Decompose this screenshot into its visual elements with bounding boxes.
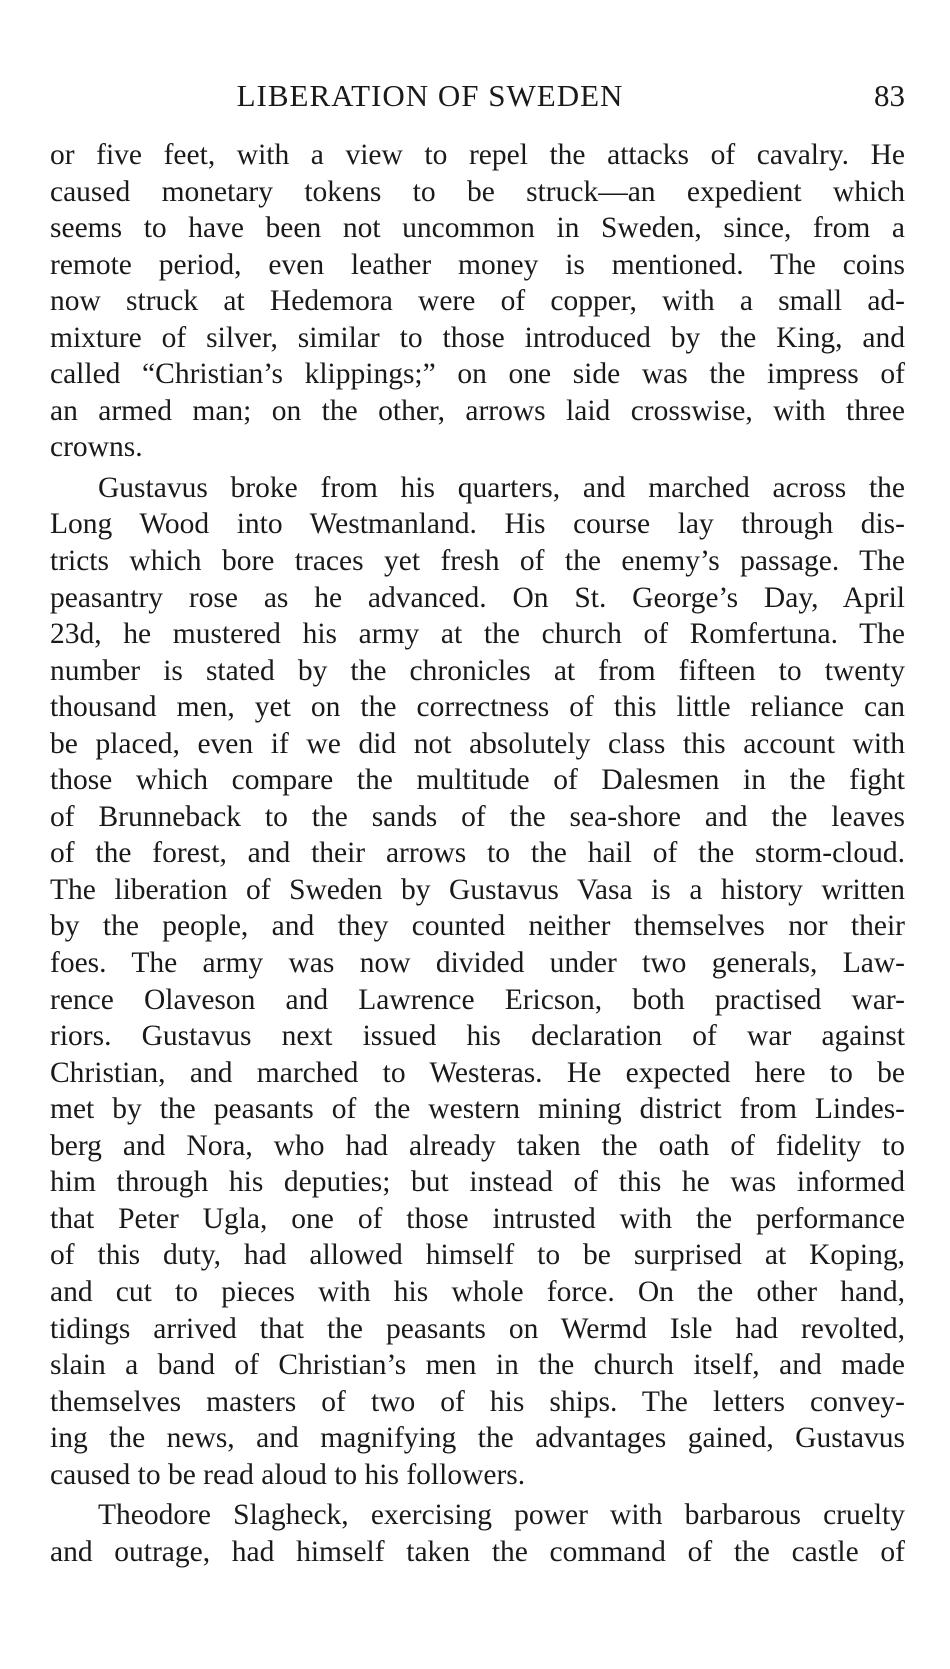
paragraph <box>50 470 905 1493</box>
text-line: 23d, he mustered his army at the church of Romfertuna. The <box>50 618 905 651</box>
text-line: now struck at Hedemora were of copper, with a small ad- <box>50 285 905 318</box>
body-text <box>50 137 905 1570</box>
paragraph <box>50 137 905 466</box>
text-line: berg and Nora, who had already taken the oath of fidelity to <box>50 1129 905 1162</box>
text-line: riors. Gustavus next issued his declaration of war against <box>50 1020 905 1053</box>
text-line: and outrage, had himself taken the command of the castle of <box>50 1535 905 1568</box>
paragraph <box>50 1497 905 1570</box>
text-line: caused monetary tokens to be struck—an expedient which <box>50 175 905 208</box>
text-line: tidings arrived that the peasants on Wermd Isle had revolted, <box>50 1312 905 1345</box>
text-line: of Brunneback to the sands of the sea-shore and the leaves <box>50 800 905 833</box>
text-line: foes. The army was now divided under two generals, Law- <box>50 947 905 980</box>
text-line: of the forest, and their arrows to the hail of the storm-cloud. <box>50 837 905 870</box>
text-line: by the people, and they counted neither themselves nor their <box>50 910 905 943</box>
text-line: crowns. <box>50 431 143 464</box>
text-line: themselves masters of two of his ships. The letters convey- <box>50 1385 905 1418</box>
text-line: those which compare the multitude of Dalesmen in the fight <box>50 764 905 797</box>
text-line: remote period, even leather money is mentioned. The coins <box>50 248 905 281</box>
running-title: LIBERATION OF SWEDEN <box>236 78 624 113</box>
text-line: that Peter Ugla, one of those intrusted with the performance <box>50 1202 905 1235</box>
text-line: mixture of silver, similar to those introduced by the King, and <box>50 321 905 354</box>
page-number: 83 <box>874 78 905 113</box>
text-line: seems to have been not uncommon in Sweden, since, from a <box>50 212 905 245</box>
text-line: tricts which bore traces yet fresh of the enemy’s passage. The <box>50 545 905 578</box>
text-line: and cut to pieces with his whole force. On the other hand, <box>50 1275 905 1308</box>
text-line: be placed, even if we did not absolutely class this account with <box>50 727 905 760</box>
text-line: of this duty, had allowed himself to be surprised at Koping, <box>50 1239 905 1272</box>
text-line: caused to be read aloud to his followers. <box>50 1458 526 1491</box>
text-line: peasantry rose as he advanced. On St. George’s Day, April <box>50 581 905 614</box>
text-line: thousand men, yet on the correctness of this little reliance can <box>50 691 905 724</box>
text-line: Christian, and marched to Westeras. He expected here to be <box>50 1056 905 1089</box>
text-line: met by the peasants of the western mining district from Lindes- <box>50 1093 905 1126</box>
text-line: rence Olaveson and Lawrence Ericson, both practised war- <box>50 983 905 1016</box>
text-line: number is stated by the chronicles at from fifteen to twenty <box>50 654 905 687</box>
text-line: called “Christian’s klippings;” on one side was the impress of <box>50 358 905 391</box>
text-line: Gustavus broke from his quarters, and marched across the <box>98 471 905 504</box>
text-line: The liberation of Sweden by Gustavus Vasa is a history written <box>50 873 905 906</box>
text-line: Theodore Slagheck, exercising power with barbarous cruelty <box>98 1499 905 1532</box>
text-line: or five feet, with a view to repel the attacks of cavalry. He <box>50 139 905 171</box>
text-line: Long Wood into Westmanland. His course lay through dis- <box>50 508 905 541</box>
running-head <box>50 76 905 120</box>
text-line: him through his deputies; but instead of this he was informed <box>50 1166 905 1199</box>
text-line: ing the news, and magnifying the advantages gained, Gustavus <box>50 1422 905 1455</box>
text-line: slain a band of Christian’s men in the church itself, and made <box>50 1349 905 1382</box>
text-line: an armed man; on the other, arrows laid crosswise, with three <box>50 394 905 427</box>
